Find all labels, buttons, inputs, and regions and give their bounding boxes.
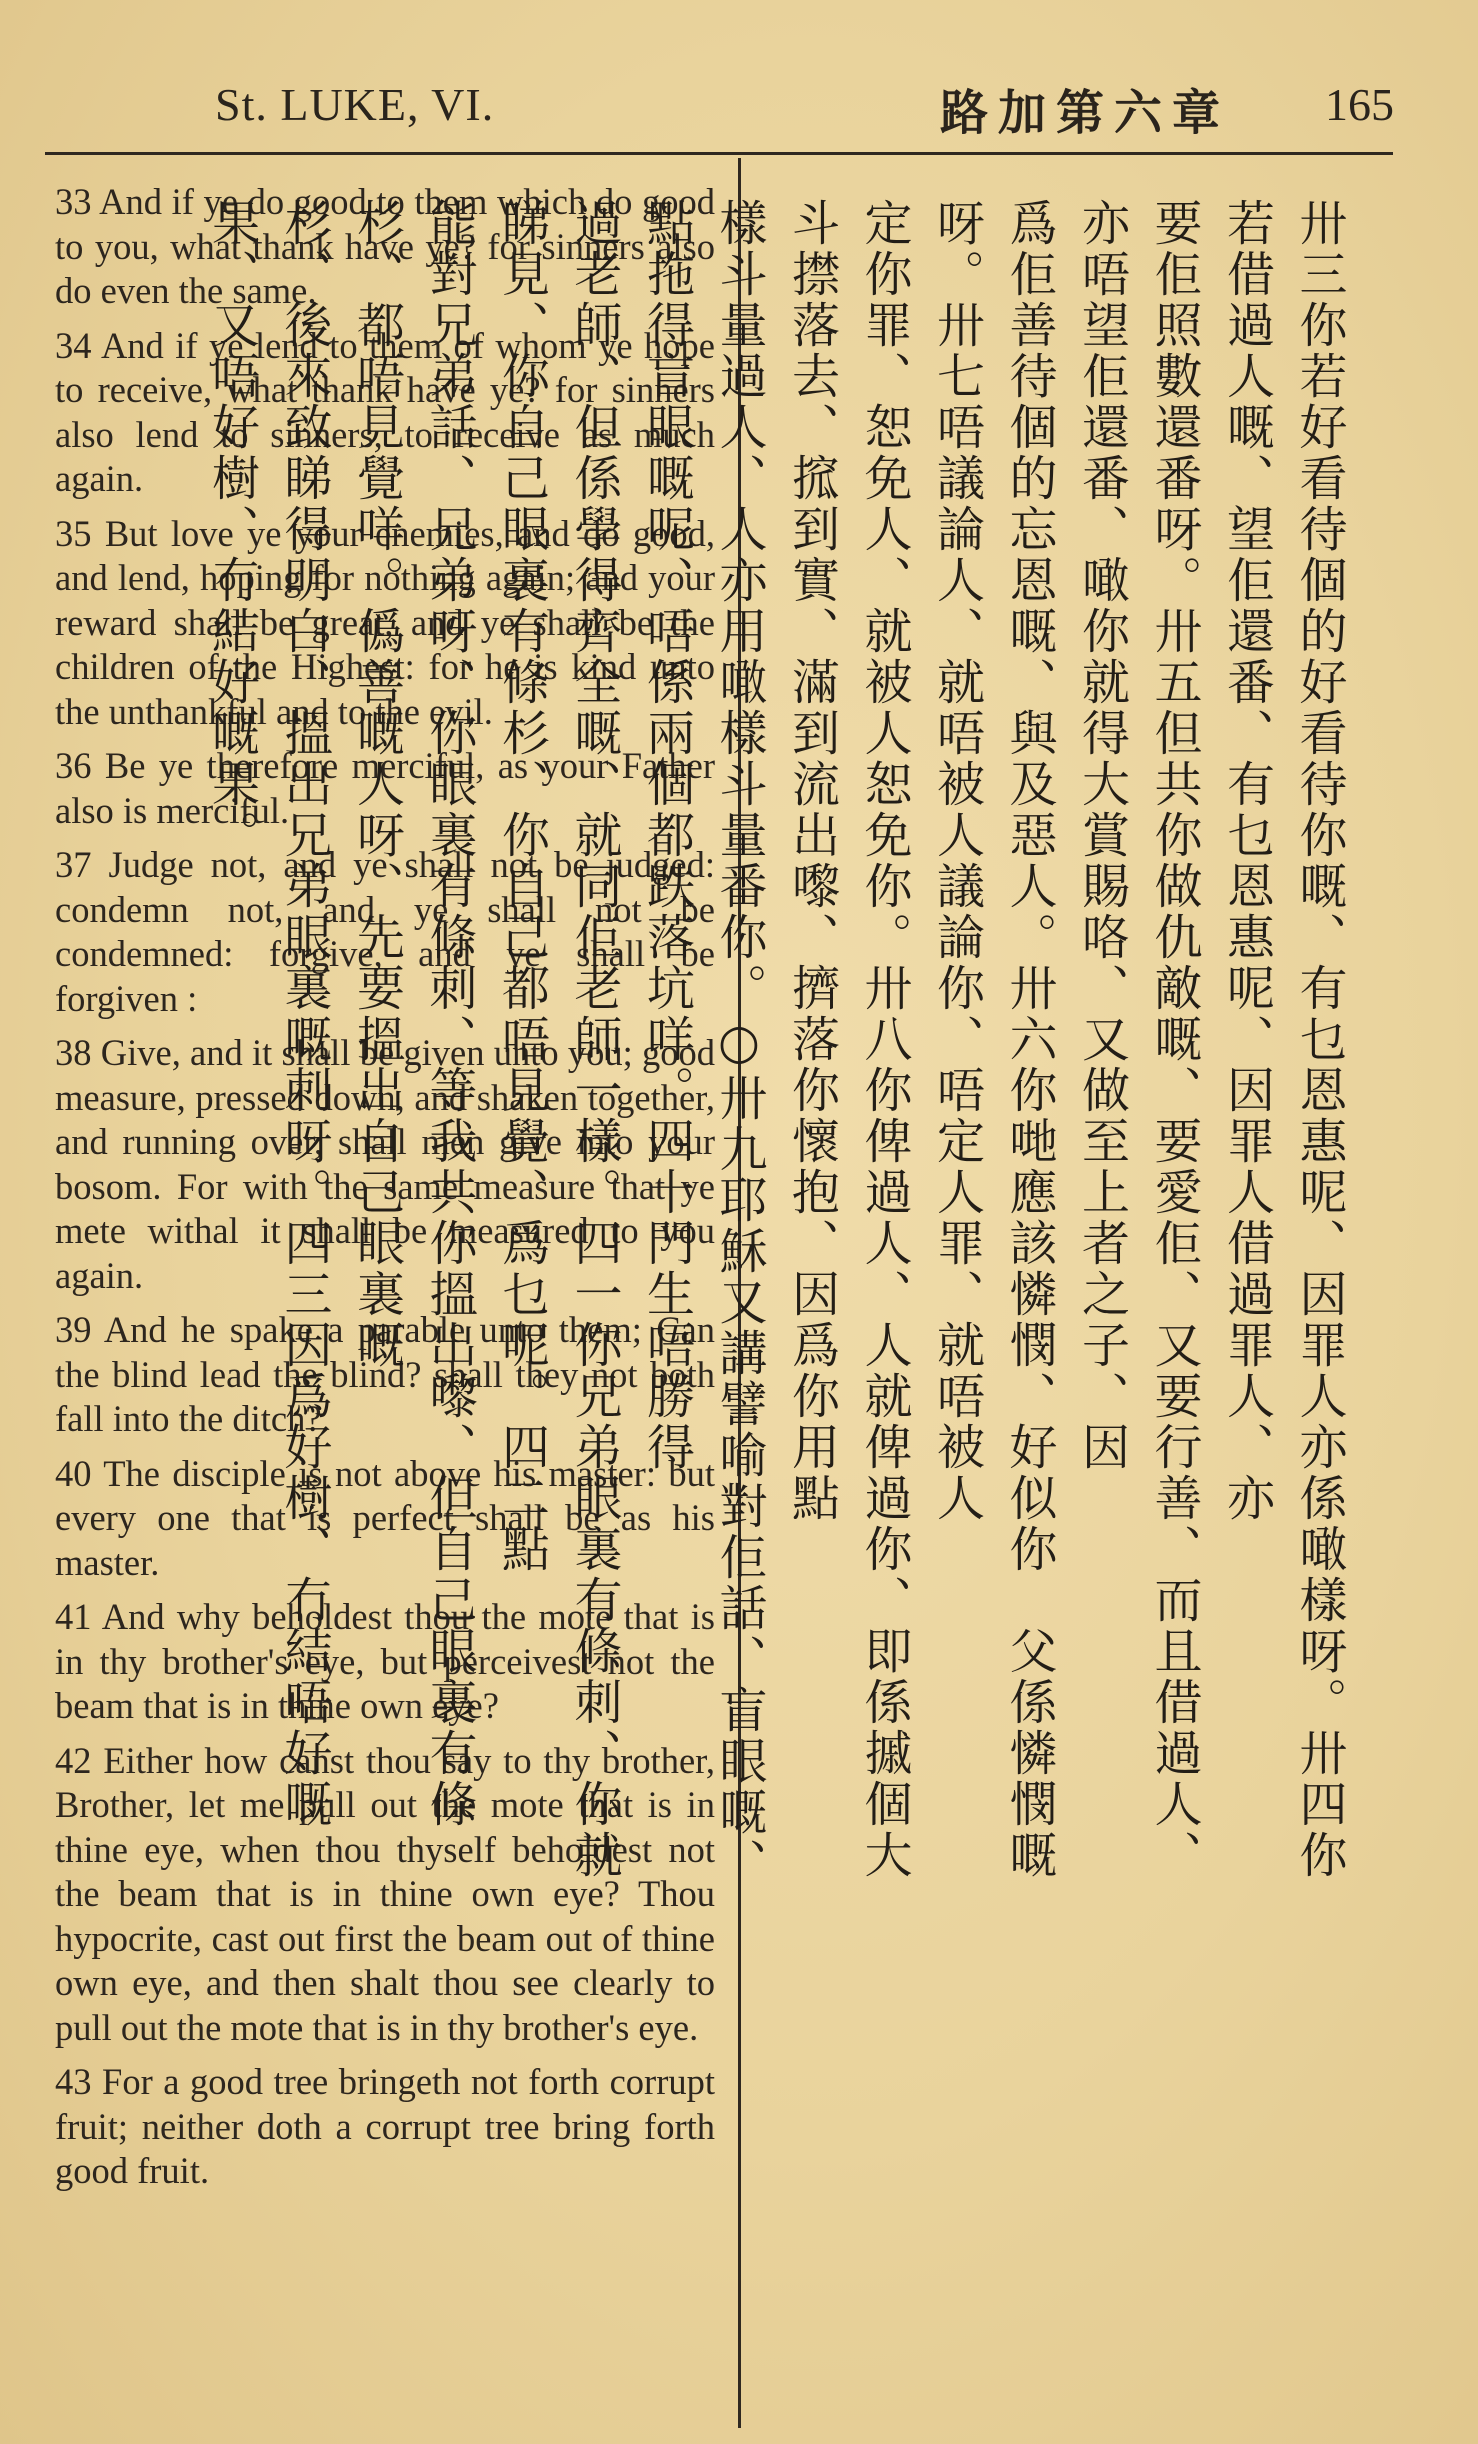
verse-33: 33 And if ye do good to them which do good to you, what thank have ye? for sinners also do even the same.: [55, 181, 715, 311]
chinese-text-column-2: 要佢照數還番呀。卅五但共你做仇敵嘅、要愛佢、又要行善、而且借過人、亦唔望佢還番、噉你就得大賞賜咯、又做至上者之子、因: [1073, 198, 1202, 1881]
verse-39: 39 And he spake a parable unto them; Can the blind lead the blind? shall they not both fall into the ditch?: [55, 1309, 715, 1439]
chinese-text-column-5: 樣斗量過人、人亦用噉樣斗量番你。○卅九耶穌又講譬喻對佢話、盲眼嘅、點拖得盲眼嘅呢、唔係兩個都跌落坑咩。四十門生唔勝得: [638, 198, 767, 1889]
verse-40: 40 The disciple is not above his master: but every one that is perfect shall be as his master.: [55, 1452, 715, 1583]
verse-34: 34 And if ye lend to them of whom ye hope to receive, what thank have ye? for sinners also lend to sinners, to receive as much again.: [55, 324, 715, 499]
verse-41: 41 And why beholdest thou the mote that is in thy brother's eye, but perceivest not the beam that is in thine own eye?: [55, 1596, 715, 1726]
header-rule: [45, 152, 1393, 155]
page-number: 165: [1325, 79, 1394, 130]
verse-43: 43 For a good tree bringeth not forth corrupt fruit; neither doth a corrupt tree bring forth good fruit.: [55, 2061, 715, 2191]
chinese-running-title: 路加第六章: [940, 85, 1231, 141]
chinese-text-column-6: 過老師、但係學得齊全嘅、就同佢老師一樣。四一你兄弟眼裏有條刺、你就睇見、你自己眼裏有條杉、你自己都唔見覺、爲乜呢。四二點: [493, 198, 622, 1881]
verse-35: 35 But love ye your enemies, and do good, and lend, hoping for nothing again; and your reward shall be great, and ye shall be the children of the Highest: for he is kind unto the unthankful and to the evil.: [55, 512, 715, 732]
chinese-text-column-3: 爲佢善待個的忘恩嘅、與及惡人。卅六你哋應該憐憫、好似你 父係憐憫嘅呀。卅七唔議論人、就唔被人議論你、唔定人罪、就唔被人: [928, 198, 1057, 1881]
chinese-text-column-4: 定你罪、恕免人、就被人恕免你。卅八你俾過人、人就俾過你、即係摵個大斗㩒落去、搲到實、滿到流出嚟、擠落你懷抱、因爲你用點: [783, 198, 912, 1881]
page-header: [0, 0, 1478, 160]
chinese-text-column-1: 卅三你若好看待個的好看待你嘅、有乜恩惠呢、因罪人亦係噉樣呀。卅四你若借過人嘅、望佢還番、有乜恩惠呢、因罪人借過罪人、亦: [1218, 198, 1347, 1881]
chinese-text-column-8: 杉、後來致睇得明白、搵出兄弟眼裏嘅刺呀。四三因爲好樹、冇結唔好嘅果、又唔好樹、冇結好嘅果。: [203, 198, 332, 1830]
verse-37: 37 Judge not, and ye shall not be judged: condemn not, and ye shall not be condemned: forgive, and ye shall be forgiven :: [55, 844, 715, 1019]
chinese-text-column-7: 能對兄弟話、兄弟呀、你眼裏有條刺、等我共你搵出嚟、但自己眼裏有條杉、都唔見覺咩。僞善嘅人呀、先要搵出自己眼裏嘅: [348, 198, 477, 1830]
verse-38: 38 Give, and it shall be given unto you; good measure, pressed down, and shaken together, and running over, shall men give into your bosom. For with the same measure that ye mete withal it shall be measured to you again.: [55, 1032, 715, 1296]
verse-36: 36 Be ye therefore merciful, as your Father also is merciful.: [55, 745, 715, 831]
verse-42: 42 Either how canst thou say to thy brother, Brother, let me pull out the mote that is in thine eye, when thou thyself beholdest not the beam that is in thine own eye? Thou hypocrite, cast out first the beam out of thine own eye, and then shalt thou see clearly to pull out the mote that is in thy brother's eye.: [55, 1739, 715, 2048]
english-running-title: St. LUKE, VI.: [215, 79, 495, 130]
